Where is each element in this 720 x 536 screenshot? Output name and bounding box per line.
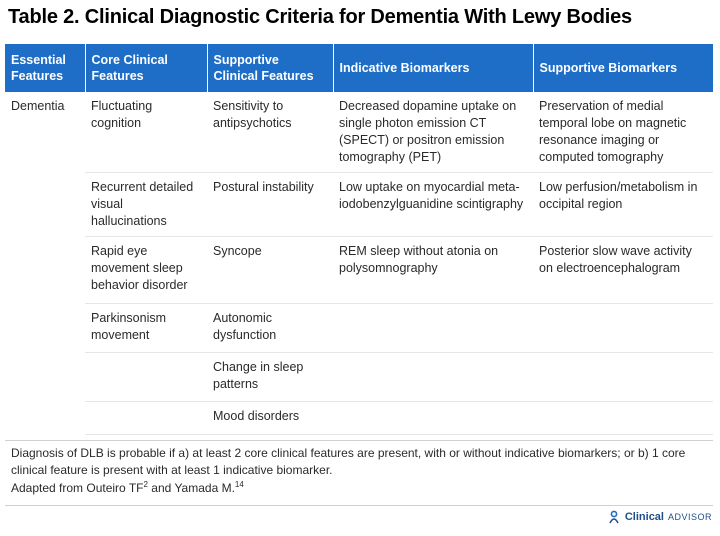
table-cell — [5, 237, 85, 304]
table-cell — [333, 304, 533, 353]
table-row — [5, 92, 713, 173]
table-cell — [333, 402, 533, 435]
table-cell — [85, 353, 207, 402]
table-cell: Decreased dopamine uptake on single photon emission CT (SPECT) or positron emission tomography (PET) — [333, 92, 533, 173]
table-cell: Dementia — [11, 99, 65, 113]
source-citation — [11, 480, 707, 497]
table-cell — [5, 173, 85, 237]
criteria-table — [5, 44, 713, 435]
table-cell: Postural instability — [207, 173, 333, 237]
table-cell — [85, 402, 207, 435]
clinical-advisor-logo-icon — [607, 510, 621, 524]
table-cell: Mood disorders — [207, 402, 333, 435]
table-row — [5, 304, 713, 353]
table-cell: Fluctuating cognition — [85, 92, 207, 173]
table-cell: Recurrent detailed visual hallucinations — [85, 173, 207, 237]
citation-prefix: Adapted from Outeiro TF — [11, 481, 144, 495]
table-row — [5, 353, 713, 402]
table-cell: Preservation of medial temporal lobe on magnetic resonance imaging or computed tomography — [533, 92, 713, 173]
table-cell: Low perfusion/metabolism in occipital region — [533, 173, 713, 237]
table-row — [5, 402, 713, 435]
header-essential-features: Essential Features — [5, 44, 85, 92]
table-cell: REM sleep without atonia on polysomnography — [333, 237, 533, 304]
table-cell — [5, 304, 85, 353]
citation-ref: 14 — [234, 480, 244, 489]
table-cell — [5, 402, 85, 435]
header-core-clinical-features: Core Clinical Features — [85, 44, 207, 92]
table-title: Table 2. Clinical Diagnostic Criteria for Dementia With Lewy Bodies — [8, 6, 632, 28]
table-cell: Posterior slow wave activity on electroencephalogram — [533, 237, 713, 304]
table-header-row — [5, 44, 713, 92]
header-supportive-clinical-features: Supportive Clinical Features — [207, 44, 333, 92]
table-cell: Change in sleep patterns — [207, 353, 333, 402]
header-indicative-biomarkers: Indicative Biomarkers — [333, 44, 533, 92]
citation-ref: 2 — [143, 480, 148, 489]
logo-text-clinical: Clinical — [624, 511, 664, 523]
clinical-advisor-logo — [607, 510, 712, 524]
table-cell: Autonomic dysfunction — [207, 304, 333, 353]
table-cell: Rapid eye movement sleep behavior disorder — [85, 237, 207, 304]
table-cell: Syncope — [207, 237, 333, 304]
table-row — [5, 237, 713, 304]
table-row — [5, 173, 713, 237]
header-supportive-biomarkers: Supportive Biomarkers — [533, 44, 713, 92]
table-cell: Sensitivity to antipsychotics — [207, 92, 333, 173]
table-cell — [333, 353, 533, 402]
table-cell: Low uptake on myocardial meta-iodobenzylguanidine scintigraphy — [333, 173, 533, 237]
table-footnotes — [5, 440, 713, 506]
citation-middle: and Yamada M. — [147, 481, 235, 495]
diagnosis-footnote: Diagnosis of DLB is probable if a) at least 2 core clinical features are present, with or without indicative biomarkers; or b) 1 core clinical feature is present with at least 1 indicative biomarker. — [11, 446, 686, 477]
table-cell — [533, 402, 713, 435]
table-cell — [533, 304, 713, 353]
table-cell — [5, 353, 85, 402]
table-cell — [533, 353, 713, 402]
table-cell: Parkinsonism movement — [85, 304, 207, 353]
logo-text-advisor: ADVISOR — [667, 512, 712, 522]
